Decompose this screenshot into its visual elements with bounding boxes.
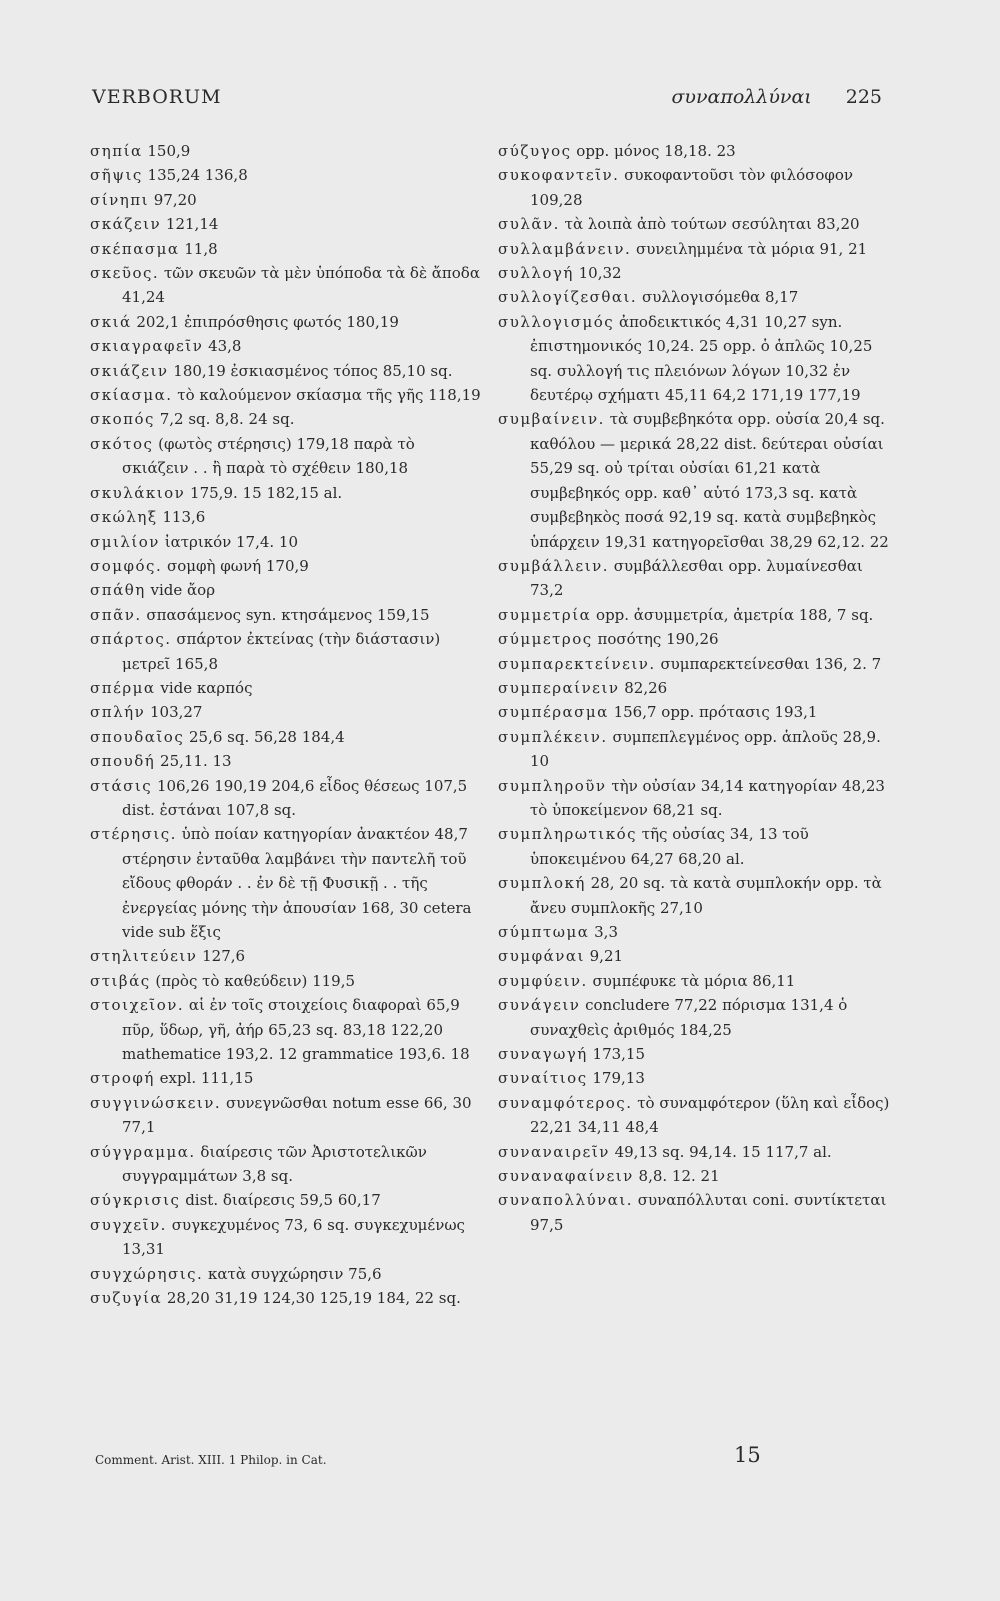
entry-lemma: σκεῦος. (90, 264, 160, 283)
entry-text: 49,13 sq. 94,14. 15 117,7 al. (609, 1142, 832, 1161)
entry-lemma: σμιλίον (90, 532, 160, 551)
entry-text: τὰ συμβεβηκότα opp. οὐσία 20,4 sq. καθόλου — μερικά 28,22 dist. δεύτεραι οὐσίαι 55,29 sq. οὐ τρίται οὐσίαι 61,21 κατὰ συμβεβηκός opp. καθ᾽ αὑτό 173,3 sq. κατὰ συμβεβηκὸς ποσά 92,19 sq. κατὰ συμβεβηκὸς ὑπάρχειν 19,31 κατηγορεῖσθαι 38,29 62,12. 22 (530, 410, 890, 551)
header-running-title: VERBORUM (92, 86, 222, 108)
entry-lemma: σύγγραμμα. (90, 1142, 196, 1161)
entry-lemma: σῆψις (90, 166, 143, 185)
entry-text: τὸ συναμφότερον (ὕλη καὶ εἶδος) 22,21 34,11 48,4 (530, 1093, 895, 1137)
dictionary-entry (498, 310, 893, 408)
entry-lemma: συμπαρεκτείνειν. (498, 654, 656, 673)
dictionary-entry (498, 603, 893, 627)
dictionary-entry (90, 676, 485, 700)
entry-lemma: συλλαμβάνειν. (498, 239, 632, 258)
entry-text: 180,19 ἐσκιασμένος τόπος 85,10 sq. (168, 361, 453, 380)
entry-text: opp. ἀσυμμετρία, ἀμετρία 188, 7 sq. (591, 605, 874, 624)
footnote: Comment. Arist. XIII. 1 Philop. in Cat. (95, 1453, 327, 1467)
dictionary-entry (498, 676, 893, 700)
entry-text: τῶν σκευῶν τὰ μὲν ὑπόποδα τὰ δὲ ἄποδα 41,24 (122, 264, 485, 307)
entry-lemma: σκιά (90, 312, 132, 331)
dictionary-entry (90, 334, 485, 358)
entry-text: σπασάμενος syn. κτησάμενος 159,15 (141, 605, 430, 624)
dictionary-entry (498, 1091, 893, 1140)
entry-text: 113,6 (157, 508, 206, 527)
right-column (498, 139, 893, 1237)
dictionary-entry (90, 944, 485, 968)
dictionary-entry (498, 1042, 893, 1066)
entry-text: 127,6 (197, 947, 246, 966)
entry-lemma: στηλιτεύειν (90, 947, 198, 966)
dictionary-entry (90, 359, 485, 383)
dictionary-entry (90, 530, 485, 554)
entry-text: 135,24 136,8 (142, 166, 248, 185)
entry-text: vide ἄορ (145, 581, 216, 600)
entry-text: 150,9 (142, 142, 191, 160)
entry-lemma: στοιχεῖον. (90, 996, 185, 1015)
entry-lemma: συναίτιος (498, 1069, 588, 1088)
dictionary-entry (90, 627, 485, 676)
entry-lemma: συγχεῖν. (90, 1215, 167, 1234)
entry-lemma: σκιάζειν (90, 361, 169, 380)
entry-lemma: συμφύειν. (498, 971, 588, 990)
entry-lemma: σπέρμα (90, 678, 156, 697)
entry-text: 82,26 (619, 678, 668, 697)
entry-text: 106,26 190,19 204,6 εἶδος θέσεως 107,5 dist. ἑστάναι 107,8 sq. (122, 776, 473, 819)
entry-text: concludere 77,22 πόρισμα 131,4 ὁ συναχθεὶς ἀριθμός 184,25 (530, 996, 853, 1039)
entry-lemma: συναναφαίνειν (498, 1167, 634, 1186)
dictionary-entry (498, 237, 893, 261)
entry-text: κατὰ συγχώρησιν 75,6 (203, 1264, 382, 1283)
dictionary-entry (498, 1140, 893, 1164)
dictionary-entry (498, 554, 893, 603)
entry-text: συμπαρεκτείνεσθαι 136, 2. 7 (655, 654, 882, 673)
entry-lemma: σπουδαῖος (90, 727, 185, 746)
dictionary-entry (90, 969, 485, 993)
dictionary-entry (90, 1066, 485, 1090)
entry-lemma: σίνηπι (90, 190, 149, 209)
entry-text: 173,15 (587, 1045, 646, 1064)
entry-text: σπάρτον ἐκτείνας (τὴν διάστασιν) μετρεῖ 165,8 (122, 630, 445, 673)
dictionary-entry (498, 944, 893, 968)
entry-text: συμπέφυκε τὰ μόρια 86,11 (587, 971, 796, 990)
entry-text: συγκεχυμένος 73, 6 sq. συγκεχυμένως 13,31 (122, 1215, 470, 1259)
entry-lemma: σηπία (90, 142, 143, 160)
entry-text: τὴν οὐσίαν 34,14 κατηγορίαν 48,23 τὸ ὑποκείμενον 68,21 sq. (530, 776, 890, 819)
entry-text: συνειλημμένα τὰ μόρια 91, 21 (631, 239, 868, 258)
entry-lemma: σκέπασμα (90, 239, 180, 258)
entry-lemma: σπᾶν. (90, 605, 142, 624)
dictionary-entry (90, 603, 485, 627)
dictionary-entry (90, 700, 485, 724)
dictionary-entry (498, 871, 893, 920)
entry-text: 179,13 (587, 1069, 645, 1088)
entry-lemma: συμπλοκή (498, 874, 586, 893)
dictionary-entry (90, 481, 485, 505)
entry-lemma: σομφός. (90, 556, 163, 575)
entry-lemma: στάσις (90, 776, 153, 795)
dictionary-entry (498, 700, 893, 724)
entry-lemma: συκοφαντεῖν. (498, 166, 620, 185)
entry-text: αἱ ἐν τοῖς στοιχείοις διαφοραὶ 65,9 πῦρ, ὕδωρ, γῆ, ἀήρ 65,23 sq. 83,18 122,20 mathematice 193,2. 12 grammatice 193,6. 18 (122, 996, 470, 1064)
dictionary-entry (498, 822, 893, 871)
entry-lemma: στέρησις. (90, 825, 177, 844)
entry-text: 28, 20 sq. τὰ κατὰ συμπλοκήν opp. τὰ ἄνευ συμπλοκῆς 27,10 (530, 874, 887, 917)
dictionary-entry (498, 212, 893, 236)
entry-lemma: σύμπτωμα (498, 923, 590, 941)
page-number: 225 (845, 86, 882, 108)
entry-text: 11,8 (179, 239, 218, 258)
entry-lemma: σκώληξ (90, 508, 158, 527)
entry-lemma: συμπληρωτικός (498, 825, 637, 844)
entry-text: 97,20 (148, 190, 197, 209)
header-catchword: συναπολλύναι (671, 86, 812, 108)
entry-lemma: στιβάς (90, 971, 151, 990)
dictionary-entry (90, 1213, 485, 1262)
entry-text: ποσότης 190,26 (592, 630, 719, 649)
dictionary-entry (498, 1188, 893, 1237)
dictionary-entry (498, 774, 893, 823)
entry-text: (φωτὸς στέρησις) 179,18 παρὰ τὸ σκιάζειν . . ἢ παρὰ τὸ σχέθειν 180,18 (122, 434, 420, 478)
entry-text: σομφὴ φωνή 170,9 (162, 556, 309, 575)
dictionary-entry (90, 554, 485, 578)
dictionary-entry (90, 993, 485, 1066)
entry-lemma: συλᾶν. (498, 215, 560, 234)
dictionary-entry (90, 1262, 485, 1286)
entry-lemma: συμπληροῦν (498, 776, 607, 795)
dictionary-entry (498, 1164, 893, 1188)
dictionary-entry (90, 1286, 485, 1310)
dictionary-entry (90, 139, 485, 163)
entry-text: expl. 111,15 (154, 1069, 254, 1088)
header-right (671, 86, 882, 108)
entry-lemma: σύγκρισις (90, 1191, 181, 1210)
entry-text: συμβάλλεσθαι opp. λυμαίνεσθαι 73,2 (530, 556, 868, 600)
dictionary-entry (90, 822, 485, 944)
entry-text: 121,14 (161, 215, 219, 234)
entry-text: τὸ καλούμενον σκίασμα τῆς γῆς 118,19 (172, 386, 481, 405)
entry-text: 202,1 ἐπιπρόσθησις φωτός 180,19 (131, 312, 399, 331)
dictionary-entry (90, 261, 485, 310)
dictionary-entry (498, 969, 893, 993)
dictionary-entry (90, 310, 485, 334)
entry-lemma: συζυγία (90, 1289, 163, 1308)
entry-text: ὑπὸ ποίαν κατηγορίαν ἀνακτέον 48,7 στέρησιν ἐνταῦθα λαμβάνει τὴν παντελῆ τοῦ εἴδους φθοράν . . ἐν δὲ τῇ Φυσικῇ . . τῆς ἐνεργείας μόνης τὴν ἀπουσίαν 168, 30 cetera vide sub ἕξις (122, 825, 477, 941)
left-column (90, 139, 485, 1311)
entry-text: dist. διαίρεσις 59,5 60,17 (180, 1191, 381, 1210)
entry-lemma: συλλογή (498, 264, 574, 283)
entry-lemma: συμφάναι (498, 947, 585, 966)
dictionary-entry (90, 212, 485, 236)
entry-lemma: συμπεραίνειν (498, 678, 620, 697)
entry-lemma: στροφή (90, 1069, 155, 1088)
entry-text: ἀποδεικτικός 4,31 10,27 syn. ἐπιστημονικός 10,24. 25 opp. ὁ ἁπλῶς 10,25 sq. συλλογή τις πλειόνων λόγων 10,32 ἐν δευτέρῳ σχήματι 45,11 64,2 171,19 177,19 (530, 312, 878, 405)
entry-text: 8,8. 12. 21 (633, 1167, 720, 1186)
entry-text: τὰ λοιπὰ ἀπὸ τούτων σεσύληται 83,20 (559, 215, 860, 234)
entry-text: 103,27 (145, 703, 203, 722)
dictionary-entry (498, 407, 893, 553)
dictionary-entry (90, 407, 485, 431)
entry-lemma: συμπέρασμα (498, 703, 609, 722)
dictionary-entry (90, 1140, 485, 1189)
dictionary-entry (90, 188, 485, 212)
dictionary-entry (90, 237, 485, 261)
entry-text: vide καρπός (155, 678, 253, 697)
dictionary-entry (498, 1066, 893, 1090)
entry-text: 9,21 (584, 947, 624, 966)
dictionary-entry (90, 432, 485, 481)
entry-lemma: συναναιρεῖν (498, 1142, 610, 1161)
entry-lemma: σύζυγος (498, 142, 572, 160)
dictionary-entry (90, 1091, 485, 1140)
entry-text: ἰατρικόν 17,4. 10 (159, 532, 299, 551)
entry-lemma: συλλογισμός (498, 312, 615, 331)
entry-lemma: σκίασμα. (90, 386, 173, 405)
entry-lemma: σκιαγραφεῖν (90, 337, 204, 356)
dictionary-entry (498, 993, 893, 1042)
entry-lemma: σπλήν (90, 703, 146, 722)
dictionary-entry (498, 139, 893, 163)
dictionary-entry (90, 1188, 485, 1212)
entry-text: 25,11. 13 (155, 752, 232, 771)
dictionary-entry (90, 578, 485, 602)
entry-text: συναπόλλυται coni. συντίκτεται 97,5 (530, 1191, 892, 1234)
entry-text: συμπεπλεγμένος opp. ἁπλοῦς 28,9. 10 (530, 727, 886, 771)
dictionary-entry (90, 163, 485, 187)
entry-text: 3,3 (589, 923, 618, 941)
entry-lemma: συμμετρία (498, 605, 592, 624)
entry-text: 25,6 sq. 56,28 184,4 (184, 727, 345, 746)
entry-lemma: συνάγειν (498, 996, 581, 1015)
entry-text: συνεγνῶσθαι notum esse 66, 30 77,1 (122, 1093, 477, 1137)
entry-text: διαίρεσις τῶν Ἀριστοτελικῶν συγγραμμάτων 3,8 sq. (122, 1142, 432, 1186)
dictionary-entry (498, 920, 893, 944)
dictionary-entry (90, 749, 485, 773)
entry-lemma: σκάζειν (90, 215, 162, 234)
entry-lemma: σπάρτος. (90, 630, 172, 649)
entry-text: 28,20 31,19 124,30 125,19 184, 22 sq. (162, 1289, 461, 1308)
dictionary-entry (90, 505, 485, 529)
entry-text: 10,32 (573, 264, 622, 283)
entry-text: συλλογισόμεθα 8,17 (637, 288, 799, 307)
entry-lemma: σκυλάκιον (90, 483, 186, 502)
entry-lemma: σύμμετρος (498, 630, 593, 649)
entry-text: συκοφαντοῦσι τὸν φιλόσοφον 109,28 (530, 166, 858, 209)
signature-mark: 15 (734, 1443, 761, 1467)
dictionary-entry (498, 627, 893, 651)
entry-text: 7,2 sq. 8,8. 24 sq. (154, 410, 295, 429)
entry-lemma: συγχώρησις. (90, 1264, 204, 1283)
dictionary-entry (90, 383, 485, 407)
dictionary-entry (90, 725, 485, 749)
entry-text: 156,7 opp. πρότασις 193,1 (608, 703, 818, 722)
entry-lemma: συναγωγή (498, 1045, 588, 1064)
page-header (92, 86, 882, 116)
entry-text: (πρὸς τὸ καθεύδειν) 119,5 (150, 971, 356, 990)
entry-lemma: συμβαίνειν. (498, 410, 605, 429)
dictionary-entry (498, 261, 893, 285)
entry-lemma: συλλογίζεσθαι. (498, 288, 638, 307)
entry-text: 43,8 (203, 337, 242, 356)
entry-text: τῆς οὐσίας 34, 13 τοῦ ὑποκειμένου 64,27 68,20 al. (530, 825, 814, 868)
entry-text: opp. μόνος 18,18. 23 (571, 142, 736, 160)
entry-lemma: σκοπός (90, 410, 155, 429)
entry-lemma: συμβάλλειν. (498, 556, 609, 575)
entry-lemma: σκότος (90, 434, 154, 453)
entry-lemma: συναπολλύναι. (498, 1191, 634, 1210)
dictionary-entry (498, 725, 893, 774)
entry-lemma: συγγινώσκειν. (90, 1093, 222, 1112)
entry-lemma: συναμφότερος. (498, 1093, 633, 1112)
entry-text: 175,9. 15 182,15 al. (185, 483, 343, 502)
entry-lemma: συμπλέκειν. (498, 727, 608, 746)
dictionary-entry (498, 285, 893, 309)
dictionary-entry (498, 163, 893, 212)
entry-lemma: σπουδή (90, 752, 156, 771)
dictionary-entry (498, 652, 893, 676)
dictionary-entry (90, 774, 485, 823)
entry-lemma: σπάθη (90, 581, 146, 600)
